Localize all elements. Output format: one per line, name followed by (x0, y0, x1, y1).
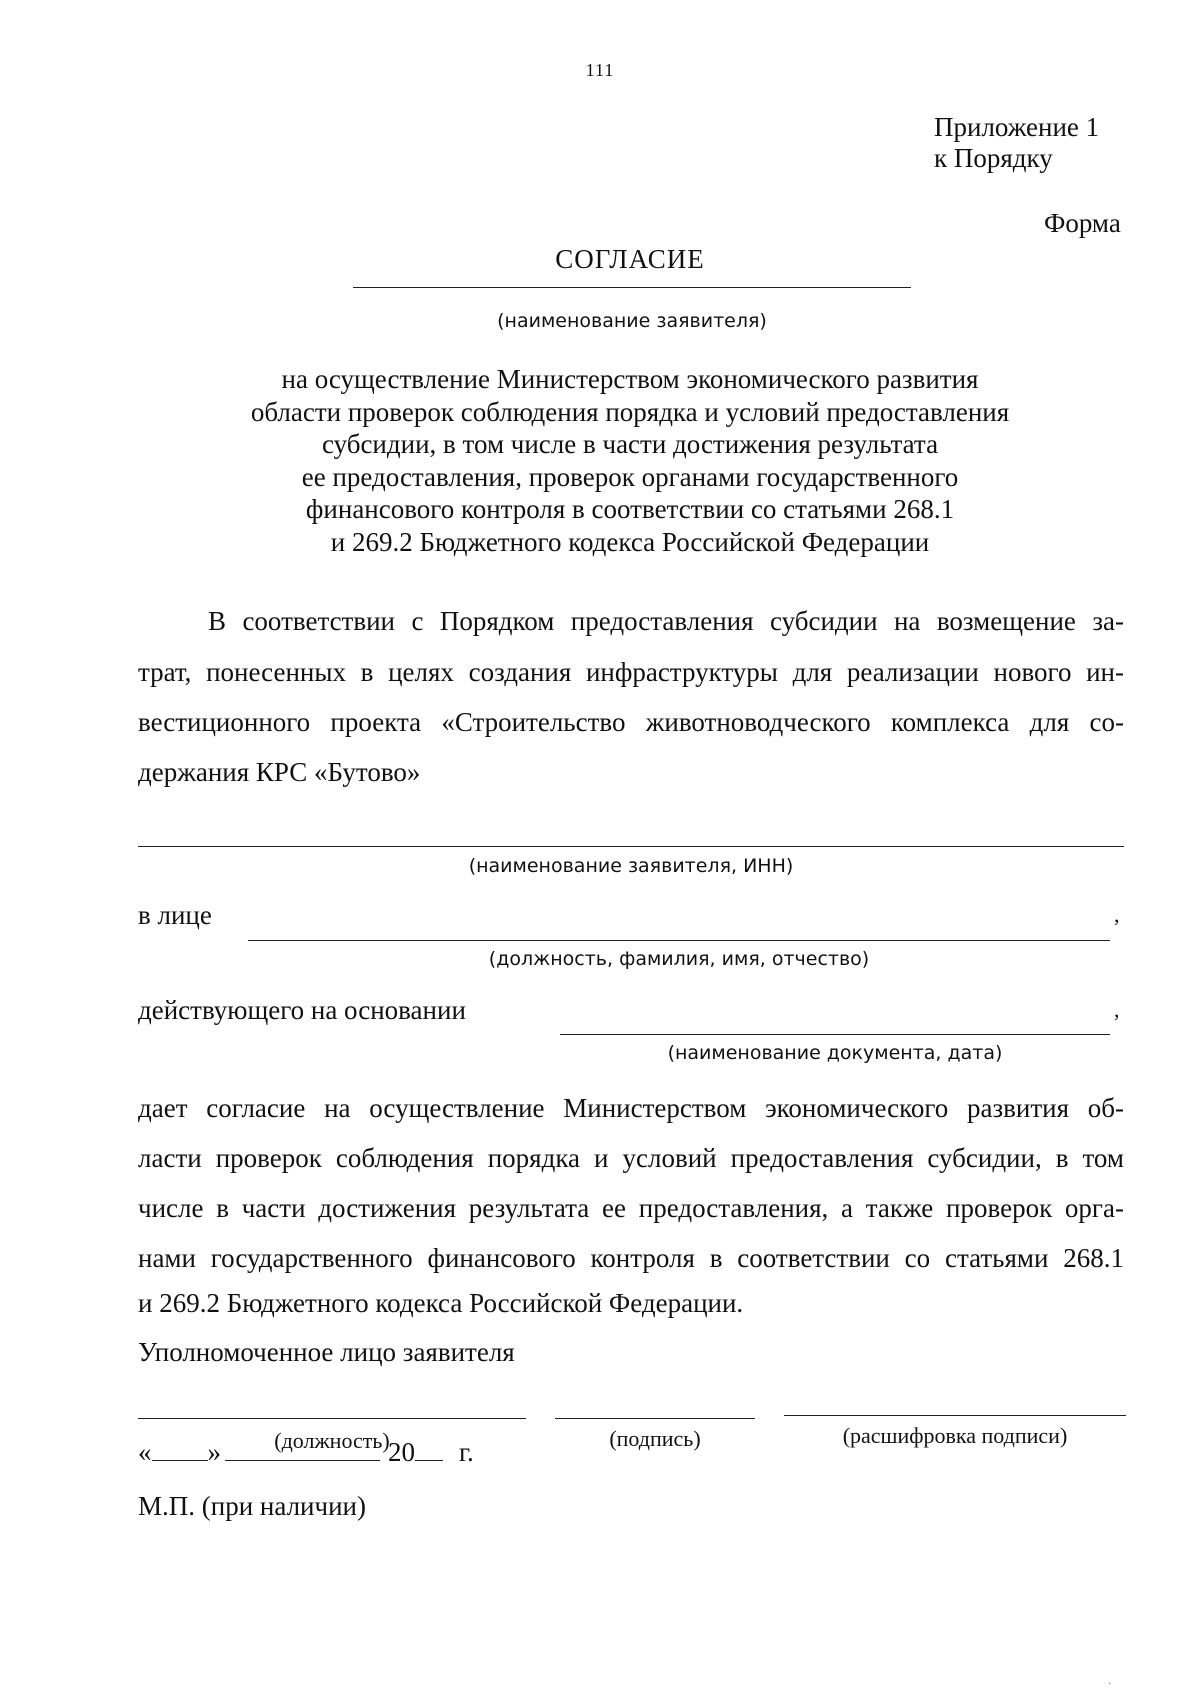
subtitle-line: финансового контроля в соответствии со статьями 268.1 (305, 494, 955, 524)
acting-basis-label: действующего на основании (138, 995, 466, 1025)
date-row (138, 1436, 474, 1468)
paragraph1-line: вестиционного проекта «Строительство животноводческого комплекса для со- (138, 707, 1124, 737)
subtitle-line: субсидии, в том числе в части достижения результата (321, 429, 939, 459)
applicant-name-line[interactable] (353, 287, 911, 288)
position-fullname-caption: (должность, фамилия, имя, отчество) (488, 948, 870, 970)
subtitle-line: и 269.2 Бюджетного кодекса Российской Федерации (330, 526, 930, 557)
year-prefix: 20 (388, 1437, 415, 1467)
appendix-line-2: к Порядку (934, 143, 1053, 173)
signature-caption: (подпись) (609, 1426, 701, 1451)
paragraph1-line: В соответствии с Порядком предоставления субсидии на возмещение за- (208, 606, 1124, 636)
paragraph2-line: ласти проверок соблюдения порядка и условий предоставления субсидии, в том (138, 1143, 1124, 1173)
document-title: СОГЛАСИЕ (555, 244, 705, 274)
paragraph2-line: числе в части достижения результата ее предоставления, а также проверок орга- (138, 1193, 1124, 1223)
subtitle-line: на осуществление Министерством экономического развития (281, 364, 979, 394)
in-person-label: в лице (138, 900, 212, 930)
date-open-quote: « (138, 1437, 152, 1467)
position-fullname-line[interactable] (248, 940, 1110, 941)
position-signature-line[interactable] (138, 1418, 526, 1419)
paragraph2-line: и 269.2 Бюджетного кодекса Российской Федерации. (138, 1288, 744, 1318)
subtitle-line: области проверок соблюдения порядка и условий предоставления (250, 396, 1010, 427)
corner-mark: . (1108, 1674, 1112, 1687)
paragraph1-line: трат, понесенных в целях создания инфраструктуры для реализации нового ин- (138, 657, 1124, 687)
applicant-inn-caption: (наименование заявителя, ИНН) (468, 855, 794, 877)
year-suffix: г. (459, 1437, 474, 1467)
year-field[interactable] (415, 1436, 443, 1461)
document-date-caption: (наименование документа, дата) (667, 1042, 1003, 1064)
signature-line[interactable] (555, 1418, 755, 1419)
paragraph2-line: дает согласие на осуществление Министерством экономического развития об- (138, 1093, 1124, 1123)
comma: , (1114, 997, 1120, 1022)
form-label: Форма (1044, 208, 1121, 238)
page-number: 111 (585, 60, 615, 80)
subtitle-line: ее предоставления, проверок органами государственного (301, 461, 959, 492)
document-date-line[interactable] (560, 1034, 1110, 1035)
applicant-name-caption: (наименование заявителя) (497, 310, 767, 332)
appendix-heading (934, 112, 1099, 174)
paragraph2-line: нами государственного финансового контроля в соответствии со статьями 268.1 (138, 1243, 1124, 1273)
paragraph1-line: держания КРС «Бутово» (138, 757, 421, 787)
appendix-line-1: Приложение 1 (934, 112, 1100, 142)
applicant-inn-line[interactable] (138, 846, 1124, 847)
authorized-person-label: Уполномоченное лицо заявителя (138, 1337, 515, 1367)
day-field[interactable] (152, 1436, 208, 1461)
date-close-quote: » (207, 1437, 221, 1467)
position-caption: (должность) (274, 1428, 390, 1453)
signature-decoding-caption: (расшифровка подписи) (842, 1423, 1068, 1448)
seal-label: М.П. (при наличии) (138, 1491, 366, 1521)
month-field[interactable] (225, 1436, 380, 1461)
comma: , (1114, 902, 1120, 927)
subtitle (0, 363, 1200, 558)
signature-decoding-line[interactable] (784, 1415, 1126, 1416)
